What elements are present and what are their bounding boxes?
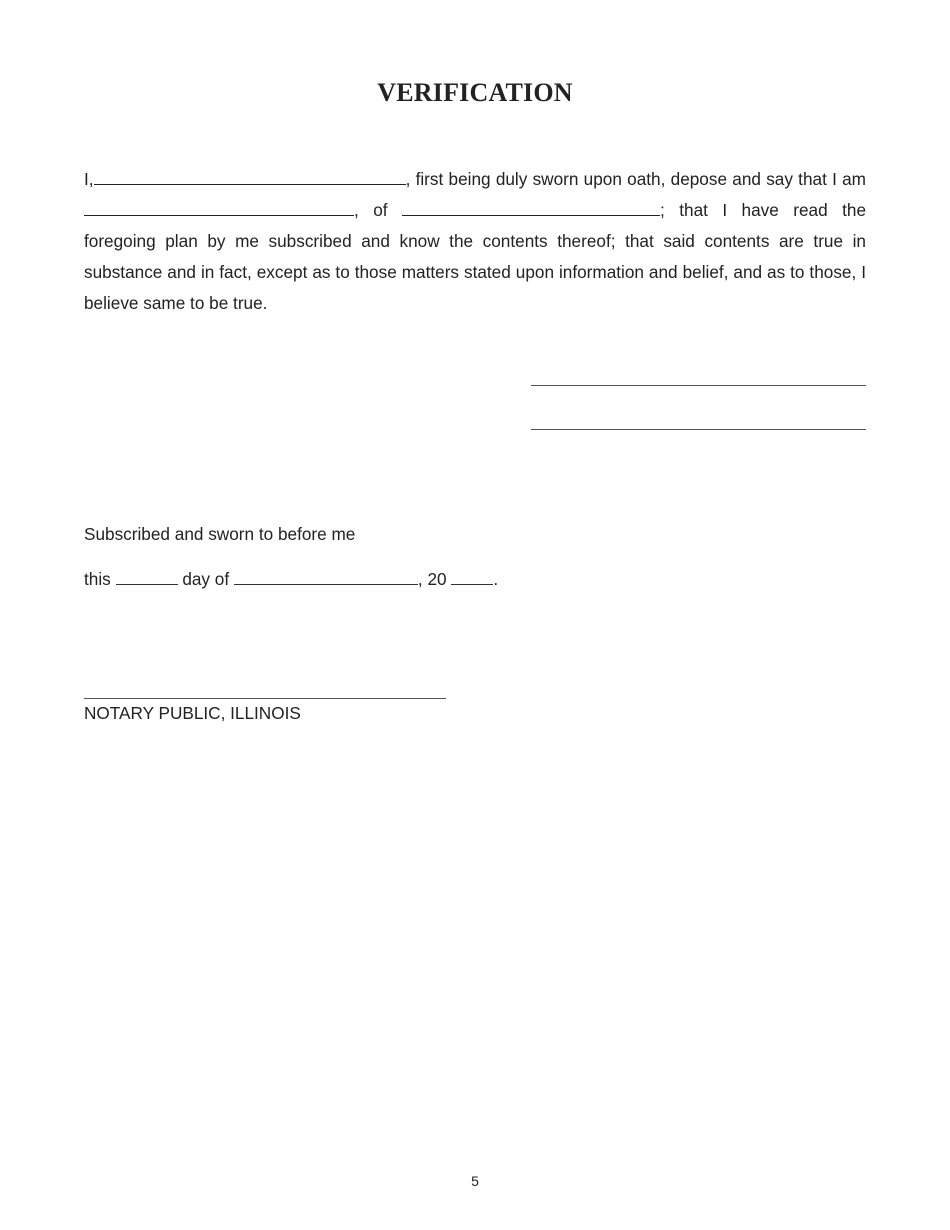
jurat-line-1: Subscribed and sworn to before me [84,524,356,544]
affiant-title-blank[interactable] [84,199,354,216]
signature-line[interactable] [531,385,866,386]
printed-name-line[interactable] [531,429,866,430]
month-blank[interactable] [234,570,418,585]
jurat-line-2 [84,569,498,590]
day-blank[interactable] [116,570,178,585]
notary-signature-line[interactable] [84,698,446,699]
text-segment: this [84,569,111,589]
text-segment: , 20 [417,569,447,589]
page-number: 5 [471,1173,479,1189]
organization-blank[interactable] [402,199,660,216]
text-segment: ; that I have read the foregoing plan by me subscribed and know the contents thereof; that said contents are true in substance and in fact, except as to those matters stated upon information and belief, and as to those, I believe same to be true. [84,200,866,313]
text-segment: , first being duly sworn upon oath, depose and say that I am [405,169,866,189]
verification-paragraph [84,164,866,319]
page-title: VERIFICATION [377,78,573,107]
text-segment: . [493,569,499,589]
text-segment: I, [84,169,94,189]
text-segment: , of [354,200,388,220]
year-blank[interactable] [451,570,493,585]
affiant-name-blank[interactable] [94,168,406,185]
notary-label: NOTARY PUBLIC, ILLINOIS [84,703,301,723]
text-segment: day of [182,569,230,589]
